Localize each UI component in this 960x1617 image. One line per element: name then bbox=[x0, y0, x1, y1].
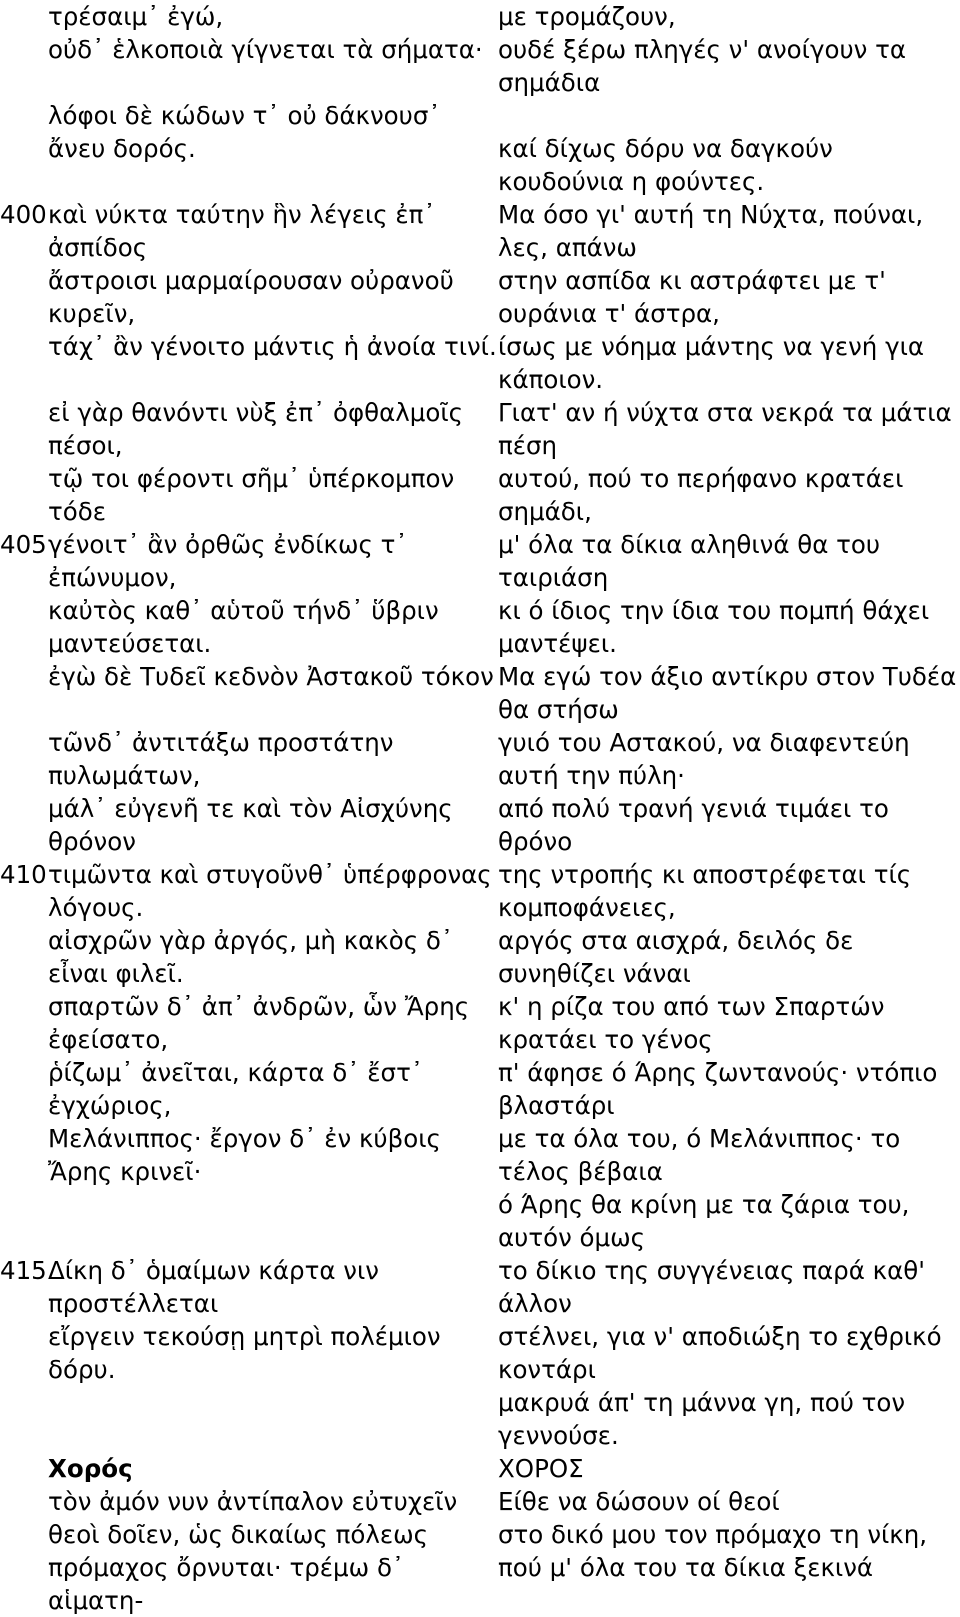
translation-text: από πολύ τρανή γενιά τιμάει το θρόνο bbox=[498, 794, 889, 856]
greek-text: ἄστροισι μαρμαίρουσαν οὐρανοῦ κυρεῖν, bbox=[48, 266, 454, 328]
line-number: 400 bbox=[0, 200, 47, 229]
verse-row bbox=[0, 264, 960, 330]
translation-text: ΧΟΡΟΣ bbox=[498, 1454, 584, 1483]
greek-text: σπαρτῶν δ᾽ ἀπ᾽ ἀνδρῶν, ὧν Ἄρης ἐφείσατο, bbox=[48, 992, 470, 1054]
translation-text: Μα όσο γι' αυτή τη Νύχτα, πούναι, λες, απάνω bbox=[498, 200, 924, 262]
greek-text: καὐτὸς καθ᾽ αὑτοῦ τήνδ᾽ ὕβριν μαντεύσεται. bbox=[48, 596, 439, 658]
verse-row bbox=[0, 330, 960, 396]
translation-text: με τα όλα του, ό Μελάνιππος· το τέλος βέβαια ό Άρης θα κρίνη με τα ζάρια του, αυτόν όμως bbox=[498, 1124, 910, 1252]
greek-text: πρόμαχος ὄρνυται· τρέμω δ᾽ αἱματη- bbox=[48, 1553, 405, 1615]
greek-text: οὐδ᾽ ἑλκοποιὰ γίγνεται τὰ σήματα· bbox=[48, 35, 483, 64]
line-number: 415 bbox=[0, 1256, 47, 1285]
greek-text: γένοιτ᾽ ἂν ὀρθῶς ἐνδίκως τ᾽ ἐπώνυμον, bbox=[48, 530, 408, 592]
greek-text: μάλ᾽ εὐγενῆ τε καὶ τὸν Αἰσχύνης θρόνον bbox=[48, 794, 453, 856]
verse-row bbox=[0, 462, 960, 528]
translation-text: το δίκιο της συγγένειας παρά καθ' άλλον bbox=[498, 1256, 925, 1318]
line-number: 410 bbox=[0, 860, 47, 889]
verse-row bbox=[0, 1485, 960, 1518]
verse-row bbox=[0, 990, 960, 1056]
translation-text: κ' η ρίζα του από των Σπαρτών κρατάει το γένος bbox=[498, 992, 885, 1054]
line-number: 405 bbox=[0, 530, 47, 559]
translation-text: Μα εγώ τον άξιο αντίκρυ στον Τυδέα θα στήσω bbox=[498, 662, 957, 724]
speaker-heading: Χορός bbox=[48, 1454, 133, 1483]
translation-text: στην ασπίδα κι αστράφτει με τ' ουράνια τ' άστρα, bbox=[498, 266, 886, 328]
verse-row bbox=[0, 1254, 960, 1320]
translation-text: ίσως με νόημα μάντης να γενή για κάποιον. bbox=[498, 332, 925, 394]
verse-row bbox=[0, 792, 960, 858]
translation-text: καί δίχως δόρυ να δαγκούν κουδούνια η φούντες. bbox=[498, 134, 833, 196]
translation-text: γυιό του Αστακού, να διαφεντεύη αυτή την πύλη· bbox=[498, 728, 910, 790]
translation-text: Είθε να δώσουν οί θεοί bbox=[498, 1487, 780, 1516]
verse-row bbox=[0, 528, 960, 594]
greek-text: θεοὶ δοῖεν, ὡς δικαίως πόλεως bbox=[48, 1520, 428, 1549]
greek-text: τιμῶντα καὶ στυγοῦνθ᾽ ὑπέρφρονας λόγους. bbox=[48, 860, 492, 922]
verse-row bbox=[0, 1518, 960, 1551]
verse-row bbox=[0, 726, 960, 792]
translation-text: στέλνει, για ν' αποδιώξη το εχθρικό κοντάρι μακρυά άπ' τη μάννα γη, πού τον γεννούσε. bbox=[498, 1322, 942, 1450]
verse-row bbox=[0, 1551, 960, 1617]
greek-text: ῥίζωμ᾽ ἀνεῖται, κάρτα δ᾽ ἔστ᾽ ἐγχώριος, bbox=[48, 1058, 424, 1120]
translation-text: με τρομάζουν, bbox=[498, 2, 676, 31]
greek-text: εἴργειν τεκούσῃ μητρὶ πολέμιον δόρυ. bbox=[48, 1322, 441, 1384]
verse-row bbox=[0, 198, 960, 264]
verse-row bbox=[0, 396, 960, 462]
greek-text: καὶ νύκτα ταύτην ἣν λέγεις ἐπ᾽ ἀσπίδος bbox=[48, 200, 436, 262]
verse-row bbox=[0, 0, 960, 33]
greek-text: Δίκη δ᾽ ὁμαίμων κάρτα νιν προστέλλεται bbox=[48, 1256, 379, 1318]
translation-text: Γιατ' αν ή νύχτα στα νεκρά τα μάτια πέση bbox=[498, 398, 952, 460]
verse-row bbox=[0, 1452, 960, 1485]
translation-text: μ' όλα τα δίκια αληθινά θα του ταιριάση bbox=[498, 530, 881, 592]
greek-text: Μελάνιππος· ἔργον δ᾽ ἐν κύβοις Ἄρης κρινεῖ· bbox=[48, 1124, 441, 1186]
verse-row bbox=[0, 99, 960, 132]
translation-text: αυτού, πού το περήφανο κρατάει σημάδι, bbox=[498, 464, 904, 526]
verse-row bbox=[0, 132, 960, 198]
translation-text: στο δικό μου τον πρόμαχο τη νίκη, bbox=[498, 1520, 928, 1549]
translation-text: π' άφησε ό Άρης ζωντανούς· ντόπιο βλαστάρι bbox=[498, 1058, 938, 1120]
verse-row bbox=[0, 660, 960, 726]
verse-row bbox=[0, 1320, 960, 1452]
greek-text: εἰ γὰρ θανόντι νὺξ ἐπ᾽ ὀφθαλμοῖς πέσοι, bbox=[48, 398, 464, 460]
greek-text: τάχ᾽ ἂν γένοιτο μάντις ἡ ἀνοία τινί. bbox=[48, 332, 497, 361]
translation-text: της ντροπής κι αποστρέφεται τίς κομποφάνειες, bbox=[498, 860, 912, 922]
translation-text: πού μ' όλα του τα δίκια ξεκινά bbox=[498, 1553, 874, 1582]
greek-text: ἐγὼ δὲ Τυδεῖ κεδνὸν Ἀστακοῦ τόκον bbox=[48, 662, 494, 691]
greek-text: αἰσχρῶν γὰρ ἀργός, μὴ κακὸς δ᾽ εἶναι φιλεῖ. bbox=[48, 926, 454, 988]
verse-row bbox=[0, 924, 960, 990]
translation-text: ουδέ ξέρω πληγές ν' ανοίγουν τα σημάδια bbox=[498, 35, 906, 97]
translation-text: αργός στα αισχρά, δειλός δε συνηθίζει νάναι bbox=[498, 926, 854, 988]
greek-text: ἄνευ δορός. bbox=[48, 134, 196, 163]
verse-row bbox=[0, 1122, 960, 1254]
verse-row bbox=[0, 1056, 960, 1122]
verse-row bbox=[0, 594, 960, 660]
greek-text: τῷ τοι φέροντι σῆμ᾽ ὑπέρκομπον τόδε bbox=[48, 464, 455, 526]
verse-row bbox=[0, 858, 960, 924]
greek-text: τρέσαιμ᾽ ἐγώ, bbox=[48, 2, 224, 31]
greek-text: λόφοι δὲ κώδων τ᾽ οὐ δάκνουσ᾽ bbox=[48, 101, 441, 130]
translation-text: κι ό ίδιος την ίδια του πομπή θάχει μαντέψει. bbox=[498, 596, 930, 658]
greek-text: τὸν ἀμόν νυν ἀντίπαλον εὐτυχεῖν bbox=[48, 1487, 458, 1516]
greek-text: τῶνδ᾽ ἀντιτάξω προστάτην πυλωμάτων, bbox=[48, 728, 394, 790]
verse-row bbox=[0, 33, 960, 99]
